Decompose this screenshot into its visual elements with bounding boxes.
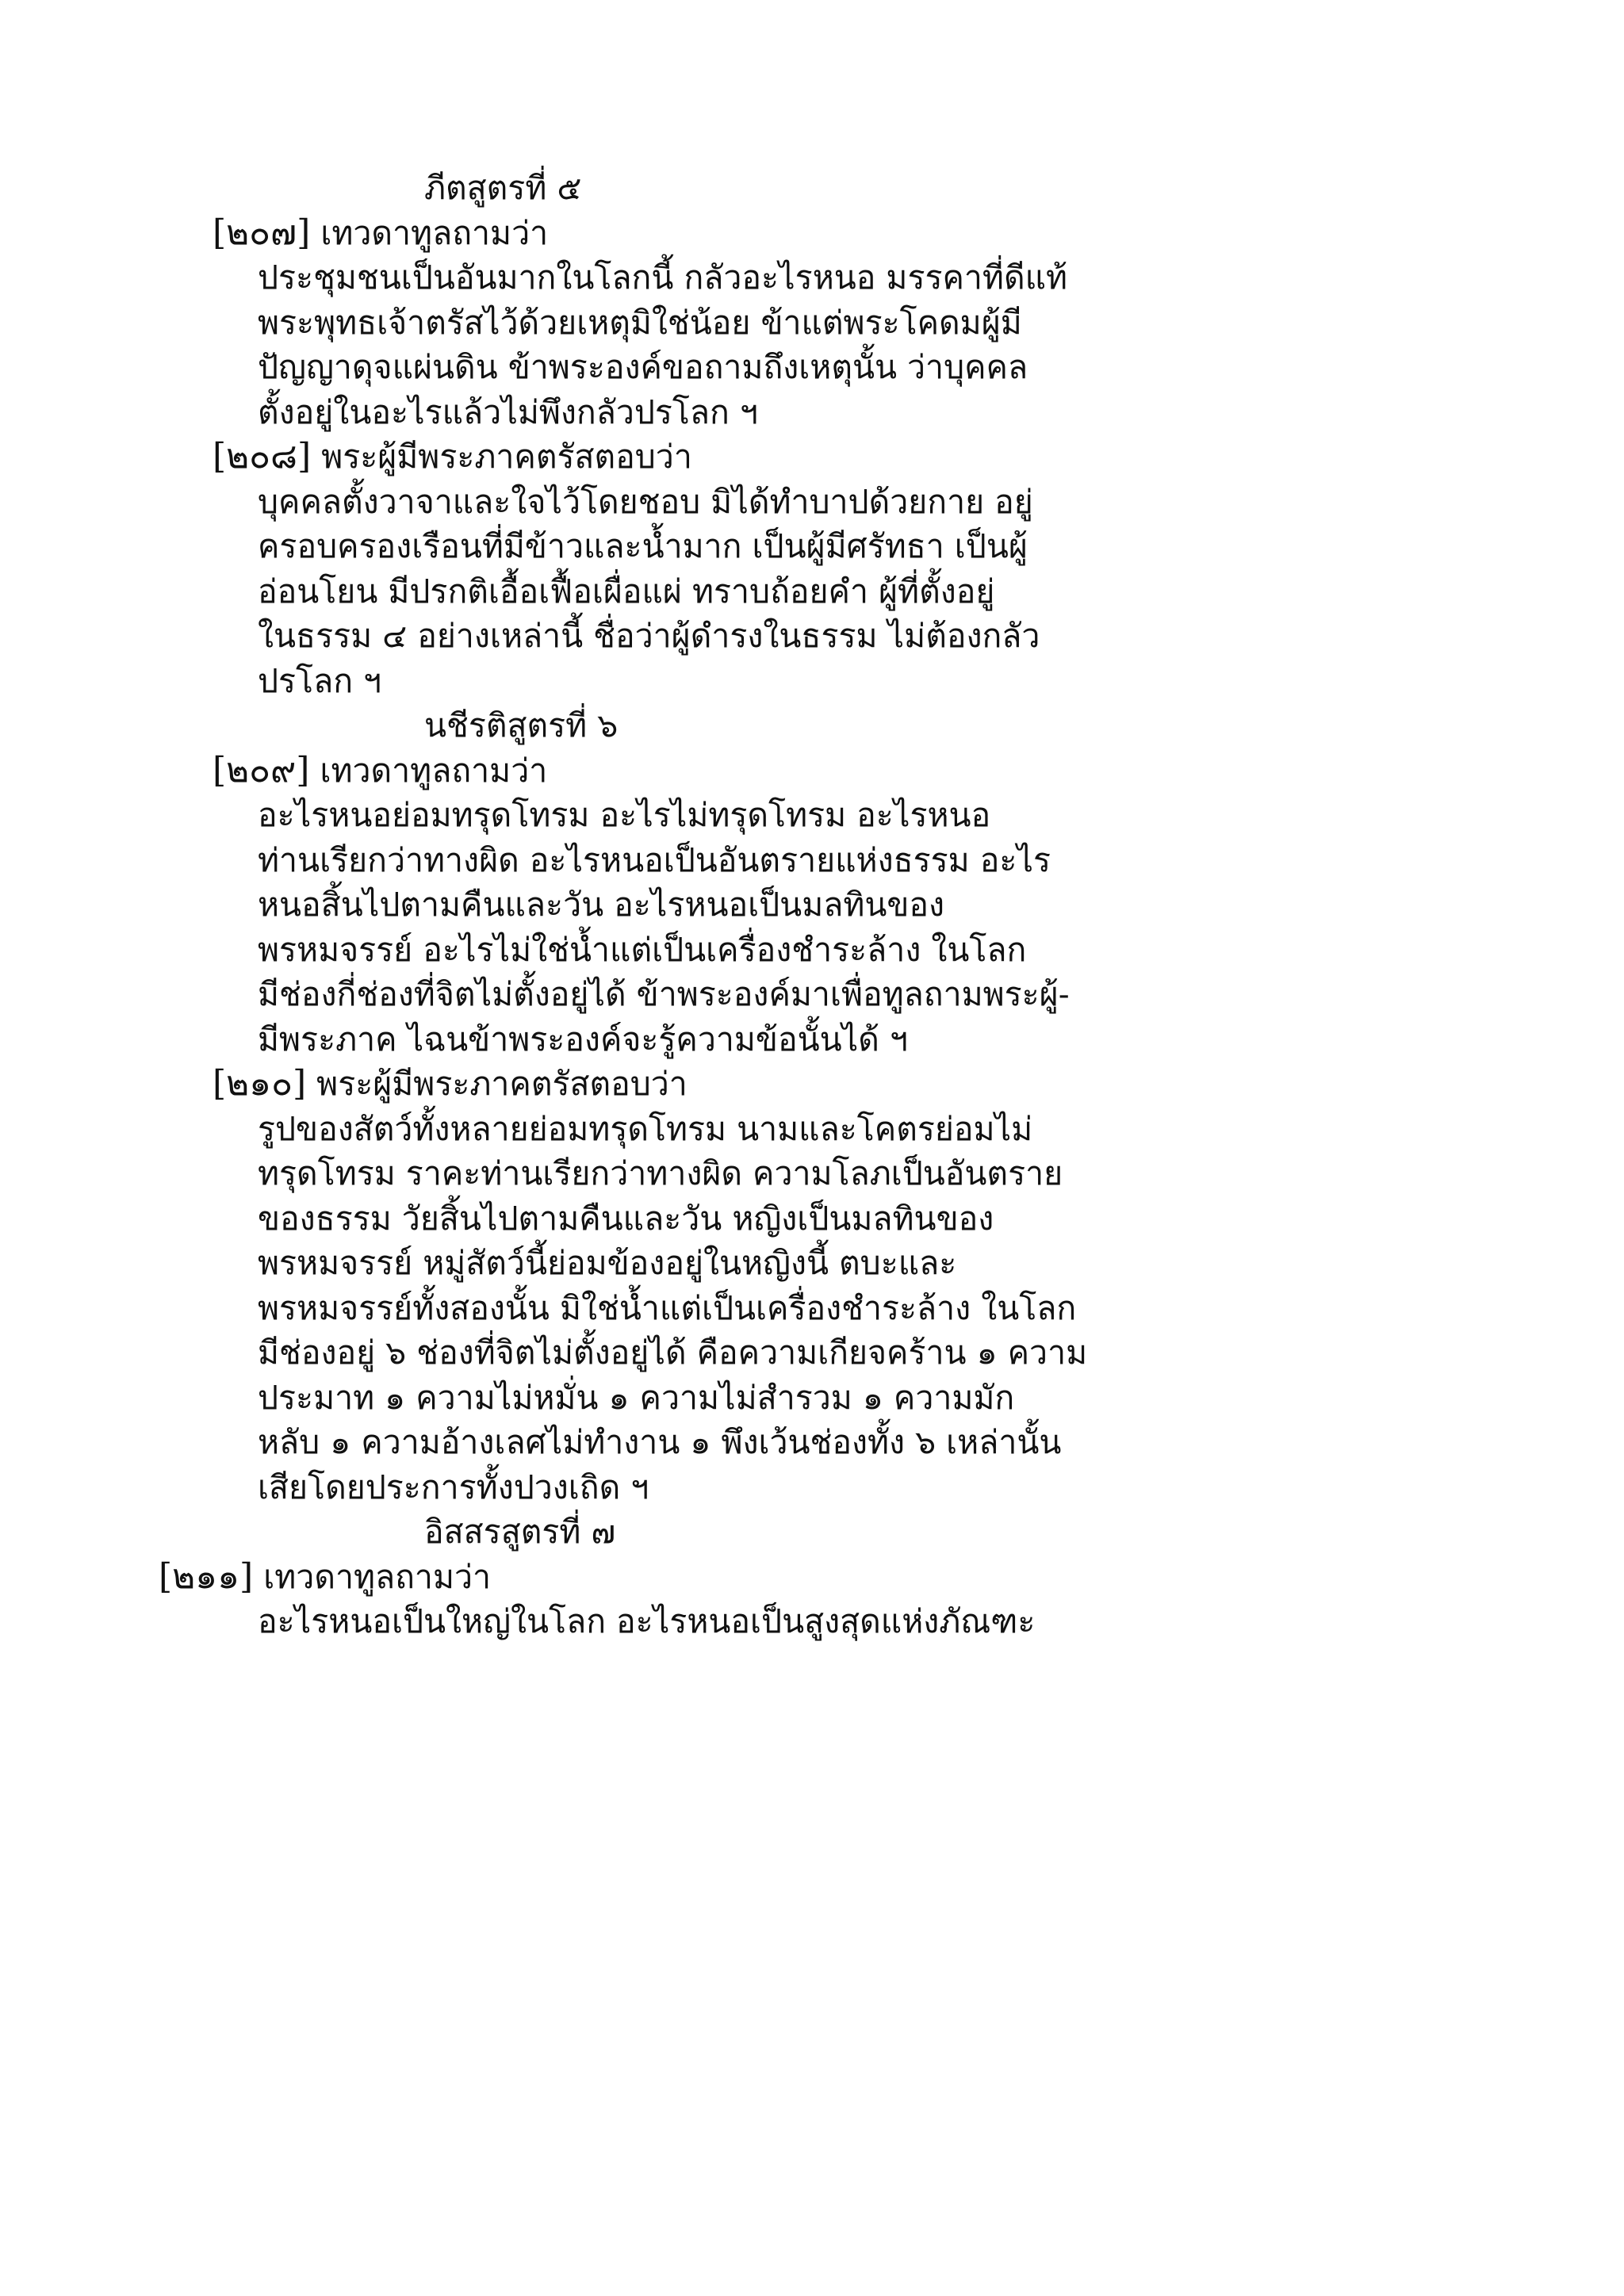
heading-text: ภีตสูตรที่ ๕ — [424, 169, 582, 207]
section-heading — [424, 165, 581, 211]
paragraph-line: มีพระภาค ไฉนข้าพระองค์จะรู้ความข้อนั้นได้ ฯ — [258, 1020, 908, 1058]
section-heading — [424, 1509, 615, 1555]
paragraph-line: ปรโลก ฯ — [258, 662, 382, 700]
paragraph-line: ของธรรม วัยสิ้นไปตามคืนและวัน หญิงเป็นมลทินของ — [258, 1200, 994, 1238]
paragraph-line: รูปของสัตว์ทั้งหลายย่อมทรุดโทรม นามและโคตรย่อมไม่ — [258, 1110, 1033, 1148]
paragraph-line: หลับ ๑ ความอ้างเลศไม่ทำงาน ๑ พึงเว้นช่องทั้ง ๖ เหล่านั้น — [258, 1423, 1062, 1461]
numbered-verse-line — [159, 1554, 491, 1600]
heading-text: อิสสรสูตรที่ ๗ — [424, 1513, 616, 1551]
verse-speaker: เทวดาทูลถามว่า — [320, 214, 549, 252]
paragraph-line: หนอสิ้นไปตามคืนและวัน อะไรหนอเป็นมลทินของ — [258, 886, 945, 924]
paragraph-line: อะไรหนอเป็นใหญ่ในโลก อะไรหนอเป็นสูงสุดแห่งภัณฑะ — [258, 1602, 1036, 1640]
verse-speaker: เทวดาทูลถามว่า — [320, 752, 548, 790]
paragraph-line: มีช่องอยู่ ๖ ช่องที่จิตไม่ตั้งอยู่ได้ คือความเกียจคร้าน ๑ ความ — [258, 1334, 1088, 1372]
numbered-verse-line — [213, 1061, 688, 1107]
paragraph-line: ในธรรม ๔ อย่างเหล่านี้ ชื่อว่าผู้ดำรงในธรรม ไม่ต้องกลัว — [258, 617, 1040, 655]
paragraph-line: อะไรหนอย่อมทรุดโทรม อะไรไม่ทรุดโทรม อะไรหนอ — [258, 796, 991, 834]
paragraph-line: พรหมจรรย์ หมู่สัตว์นี้ย่อมข้องอยู่ในหญิงนี้ ตบะและ — [258, 1244, 957, 1282]
numbered-verse-line — [213, 434, 692, 480]
paragraph-line: อ่อนโยน มีปรกติเอื้อเฟื้อเผื่อแผ่ ทราบถ้อยคำ ผู้ที่ตั้งอยู่ — [258, 572, 995, 610]
paragraph-line: ท่านเรียกว่าทางผิด อะไรหนอเป็นอันตรายแห่งธรรม อะไร — [258, 841, 1051, 879]
paragraph-line: ประชุมชนเป็นอันมากในโลกนี้ กลัวอะไรหนอ มรรคาที่ดีแท้ — [258, 258, 1068, 297]
verse-speaker: พระผู้มีพระภาคตรัสตอบว่า — [321, 438, 692, 476]
verse-number: [๒๑๐] — [213, 1063, 307, 1104]
numbered-verse-line — [213, 748, 547, 794]
verse-speaker: เทวดาทูลถามว่า — [263, 1558, 492, 1596]
verse-number: [๒๐๘] — [213, 436, 312, 476]
paragraph-line: ครอบครองเรือนที่มีข้าวและน้ำมาก เป็นผู้มีศรัทธา เป็นผู้ — [258, 527, 1028, 565]
paragraph-line: มีช่องกี่ช่องที่จิตไม่ตั้งอยู่ได้ ข้าพระองค์มาเพื่อทูลถามพระผู้- — [258, 975, 1070, 1013]
paragraph-line: พรหมจรรย์ทั้งสองนั้น มิใช่น้ำแต่เป็นเครื่องชำระล้าง ในโลก — [258, 1289, 1077, 1327]
paragraph-line: ทรุดโทรม ราคะท่านเรียกว่าทางผิด ความโลภเป็นอันตราย — [258, 1154, 1063, 1192]
paragraph-line: บุคคลตั้งวาจาและใจไว้โดยชอบ มิได้ทำบาปด้วยกาย อยู่ — [258, 483, 1033, 521]
verse-number: [๒๐๙] — [213, 750, 310, 790]
verse-speaker: พระผู้มีพระภาคตรัสตอบว่า — [316, 1065, 688, 1103]
heading-text: นชีรติสูตรที่ ๖ — [424, 706, 619, 744]
section-heading — [424, 702, 618, 748]
paragraph-line: ประมาท ๑ ความไม่หมั่น ๑ ความไม่สำรวม ๑ ความมัก — [258, 1379, 1015, 1417]
numbered-verse-line — [213, 210, 548, 256]
verse-number: [๒๐๗] — [213, 212, 311, 253]
paragraph-line: พรหมจรรย์ อะไรไม่ใช่น้ำแต่เป็นเครื่องชำระล้าง ในโลก — [258, 931, 1027, 969]
paragraph-line: เสียโดยประการทั้งปวงเถิด ฯ — [258, 1468, 649, 1506]
paragraph-line: ปัญญาดุจแผ่นดิน ข้าพระองค์ขอถามถึงเหตุนั้น ว่าบุคคล — [258, 348, 1028, 386]
paragraph-line: ตั้งอยู่ในอะไรแล้วไม่พึงกลัวปรโลก ฯ — [258, 393, 758, 431]
verse-number: [๒๑๑] — [159, 1556, 254, 1597]
paragraph-line: พระพุทธเจ้าตรัสไว้ด้วยเหตุมิใช่น้อย ข้าแต่พระโคดมผู้มี — [258, 304, 1022, 342]
